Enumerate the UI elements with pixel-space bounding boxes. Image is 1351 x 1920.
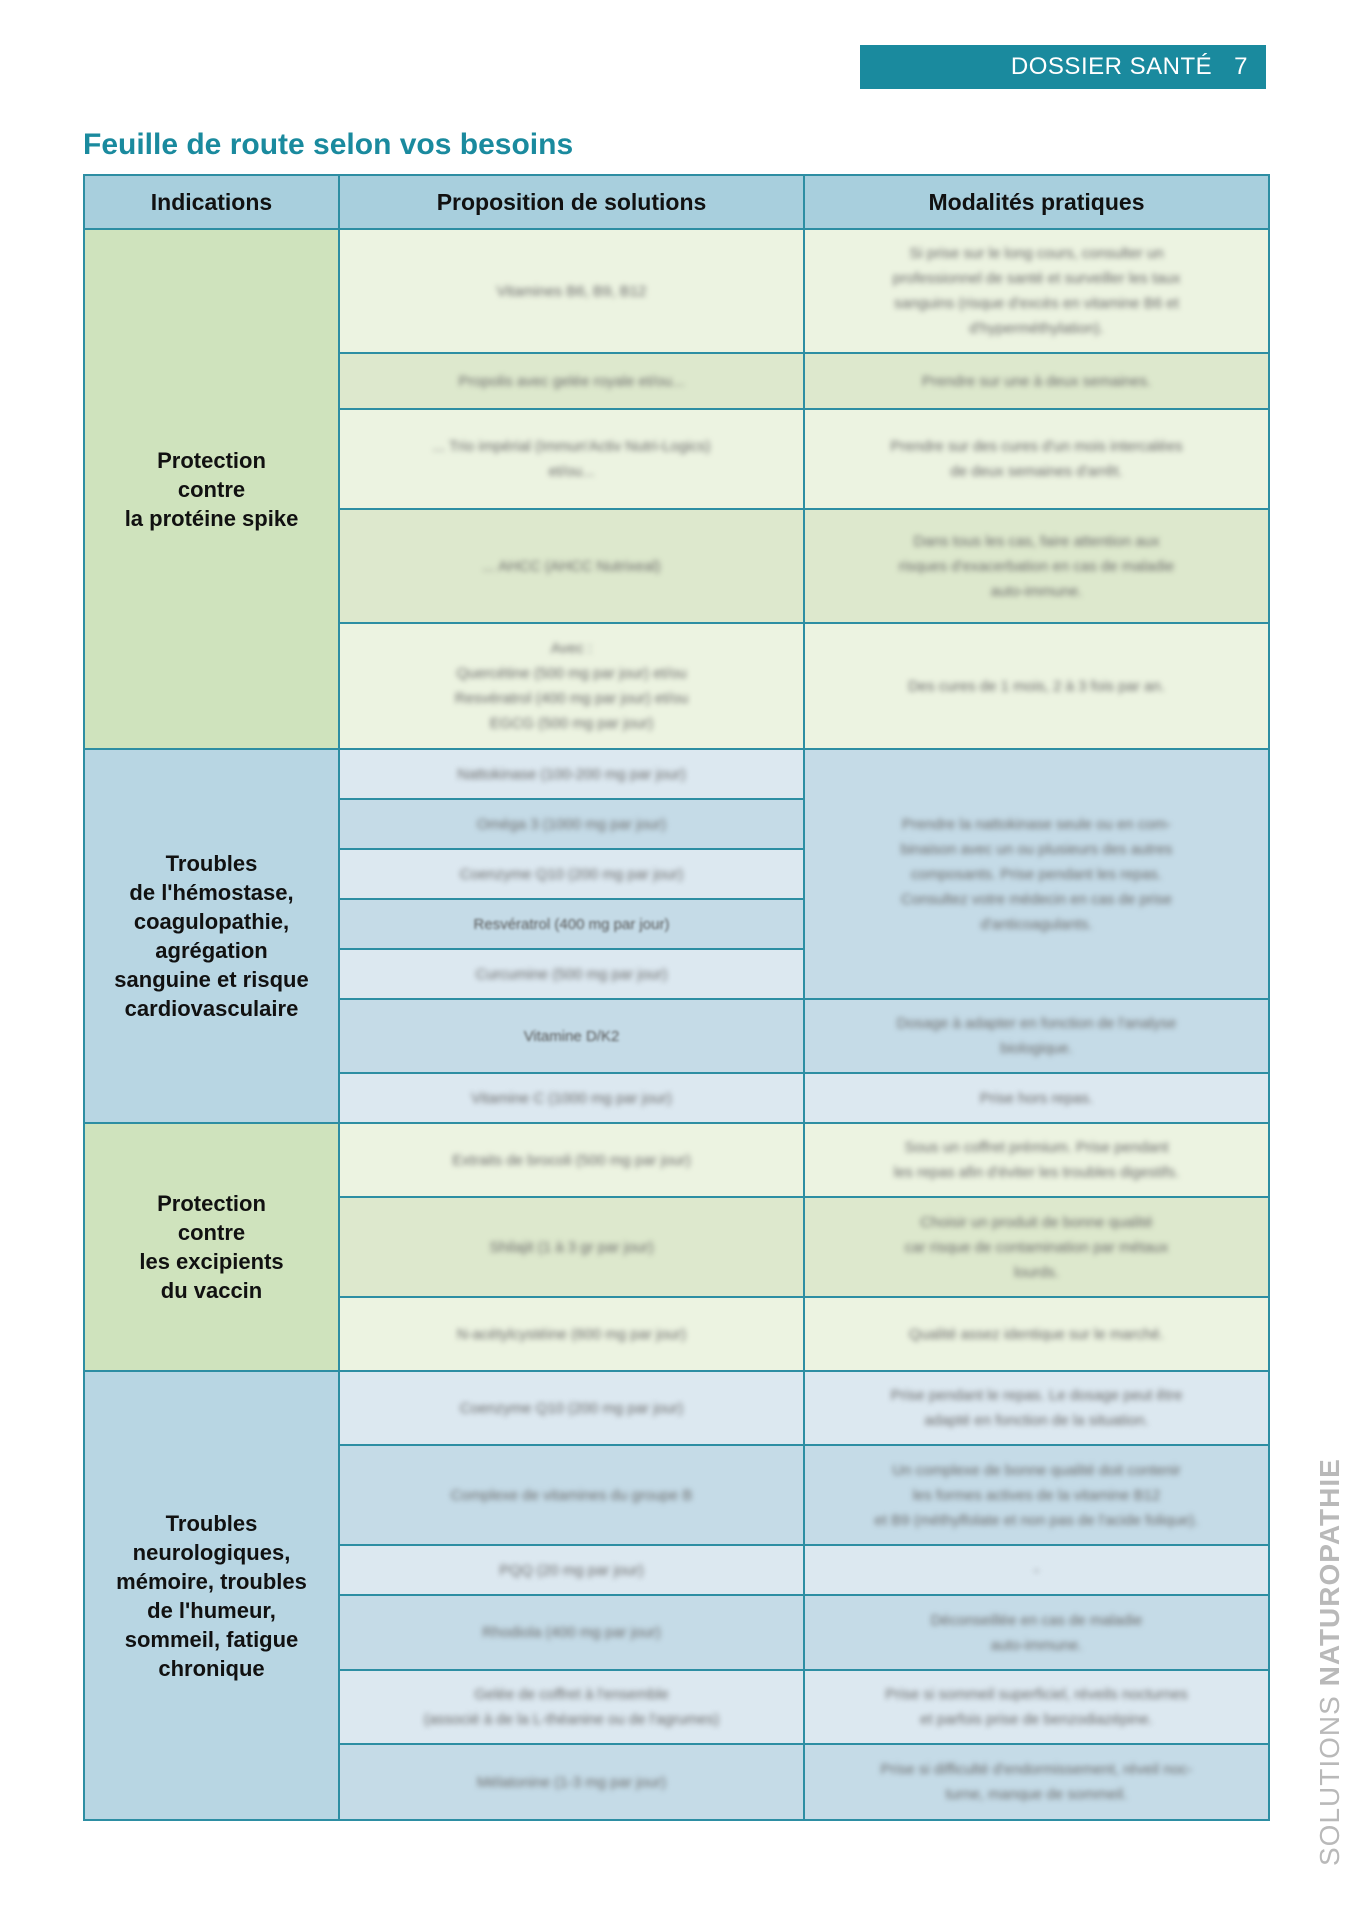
- modalite-cell: Si prise sur le long cours, consulter un professionnel de santé et surveiller les taux sanguins (risque d'excès en vitamine B6 et d'hyperméthylation).: [804, 229, 1269, 353]
- header-modalites: Modalités pratiques: [804, 175, 1269, 229]
- solution-cell: Vitamines B6, B9, B12: [339, 229, 804, 353]
- page-title: Feuille de route selon vos besoins: [83, 128, 574, 161]
- modalite-cell: Prise si sommeil superficiel, réveils nocturnes et parfois prise de benzodiazépine.: [804, 1670, 1269, 1744]
- solution-cell: Rhodiola (400 mg par jour): [339, 1595, 804, 1670]
- table-row: [84, 1371, 1269, 1445]
- modalite-cell: Qualité assez identique sur le marché.: [804, 1297, 1269, 1371]
- header-indications: Indications: [84, 175, 339, 229]
- modalite-cell: Prendre sur une à deux semaines.: [804, 353, 1269, 409]
- side-label-light: SOLUTIONS: [1314, 1695, 1345, 1866]
- solution-cell: Shilajit (1 à 3 gr par jour): [339, 1197, 804, 1297]
- solution-cell: Complexe de vitamines du groupe B: [339, 1445, 804, 1545]
- section-header: [860, 45, 1266, 89]
- solution-cell: Resvératrol (400 mg par jour): [339, 899, 804, 949]
- modalite-cell: Prise pendant le repas. Le dosage peut être adapté en fonction de la situation.: [804, 1371, 1269, 1445]
- modalite-cell: Un complexe de bonne qualité doit contenir les formes actives de la vitamine B12 et B9 (méthylfolate et non pas de l'acide folique).: [804, 1445, 1269, 1545]
- page-number: 7: [1234, 53, 1248, 80]
- indication-excipients: Protection contre les excipients du vaccin: [84, 1123, 339, 1371]
- modalite-cell: Des cures de 1 mois, 2 à 3 fois par an.: [804, 623, 1269, 749]
- table-row: [84, 229, 1269, 353]
- solution-cell: Extraits de brocoli (500 mg par jour): [339, 1123, 804, 1197]
- modalite-cell: Prise hors repas.: [804, 1073, 1269, 1123]
- table-header-row: [84, 175, 1269, 229]
- indication-hemostase: Troubles de l'hémostase, coagulopathie, agrégation sanguine et risque cardiovasculaire: [84, 749, 339, 1123]
- solution-cell: Avec : Quercétine (500 mg par jour) et/ou Resvératrol (400 mg par jour) et/ou EGCG (500 mg par jour): [339, 623, 804, 749]
- solution-cell: Mélatonine (1-3 mg par jour): [339, 1744, 804, 1820]
- solution-cell: ... AHCC (AHCC Nutrixeal): [339, 509, 804, 623]
- table-row: [84, 1123, 1269, 1197]
- modalite-cell: Dans tous les cas, faire attention aux risques d'exacerbation en cas de maladie auto-immune.: [804, 509, 1269, 623]
- solution-cell: Coenzyme Q10 (200 mg par jour): [339, 849, 804, 899]
- modalite-cell: -: [804, 1545, 1269, 1595]
- solution-cell: ... Trio impérial (Immun'Activ Nutri-Logics) et/ou...: [339, 409, 804, 509]
- modalite-cell: Prendre sur des cures d'un mois intercalées de deux semaines d'arrêt.: [804, 409, 1269, 509]
- modalite-cell: Dosage à adapter en fonction de l'analyse biologique.: [804, 999, 1269, 1073]
- solution-cell: Oméga 3 (1000 mg par jour): [339, 799, 804, 849]
- section-title: DOSSIER SANTÉ: [1010, 53, 1213, 80]
- indication-neuro: Troubles neurologiques, mémoire, troubles de l'humeur, sommeil, fatigue chronique: [84, 1371, 339, 1820]
- solution-cell: Vitamine D/K2: [339, 999, 804, 1073]
- solution-cell: PQQ (20 mg par jour): [339, 1545, 804, 1595]
- side-label: [1314, 1458, 1346, 1866]
- solution-cell: Curcumine (500 mg par jour): [339, 949, 804, 999]
- side-label-bold: NATUROPATHIE: [1314, 1458, 1345, 1687]
- modalite-cell: Déconseillée en cas de maladie auto-immune.: [804, 1595, 1269, 1670]
- modalite-cell: Prise si difficulté d'endormissement, réveil noc- turne, manque de sommeil.: [804, 1744, 1269, 1820]
- header-solutions: Proposition de solutions: [339, 175, 804, 229]
- solution-cell: Coenzyme Q10 (200 mg par jour): [339, 1371, 804, 1445]
- modalite-cell: Sous un coffret prémium. Prise pendant les repas afin d'éviter les troubles digestifs.: [804, 1123, 1269, 1197]
- modalite-cell: Prendre la nattokinase seule ou en com- binaison avec un ou plusieurs des autres composants. Prise pendant les repas. Consultez votre médecin en cas de prise d'anticoagulants.: [804, 749, 1269, 999]
- solution-cell: N-acétylcystéine (600 mg par jour): [339, 1297, 804, 1371]
- solution-cell: Vitamine C (1000 mg par jour): [339, 1073, 804, 1123]
- solution-cell: Nattokinase (100-200 mg par jour): [339, 749, 804, 799]
- table-row: [84, 749, 1269, 799]
- indication-spike: Protection contre la protéine spike: [84, 229, 339, 749]
- solution-cell: Propolis avec gelée royale et/ou...: [339, 353, 804, 409]
- solution-cell: Gelée de coffret à l'ensemble (associé à de la L-théanine ou de l'agrumes): [339, 1670, 804, 1744]
- modalite-cell: Choisir un produit de bonne qualité car risque de contamination par métaux lourds.: [804, 1197, 1269, 1297]
- roadmap-table: [83, 174, 1270, 1821]
